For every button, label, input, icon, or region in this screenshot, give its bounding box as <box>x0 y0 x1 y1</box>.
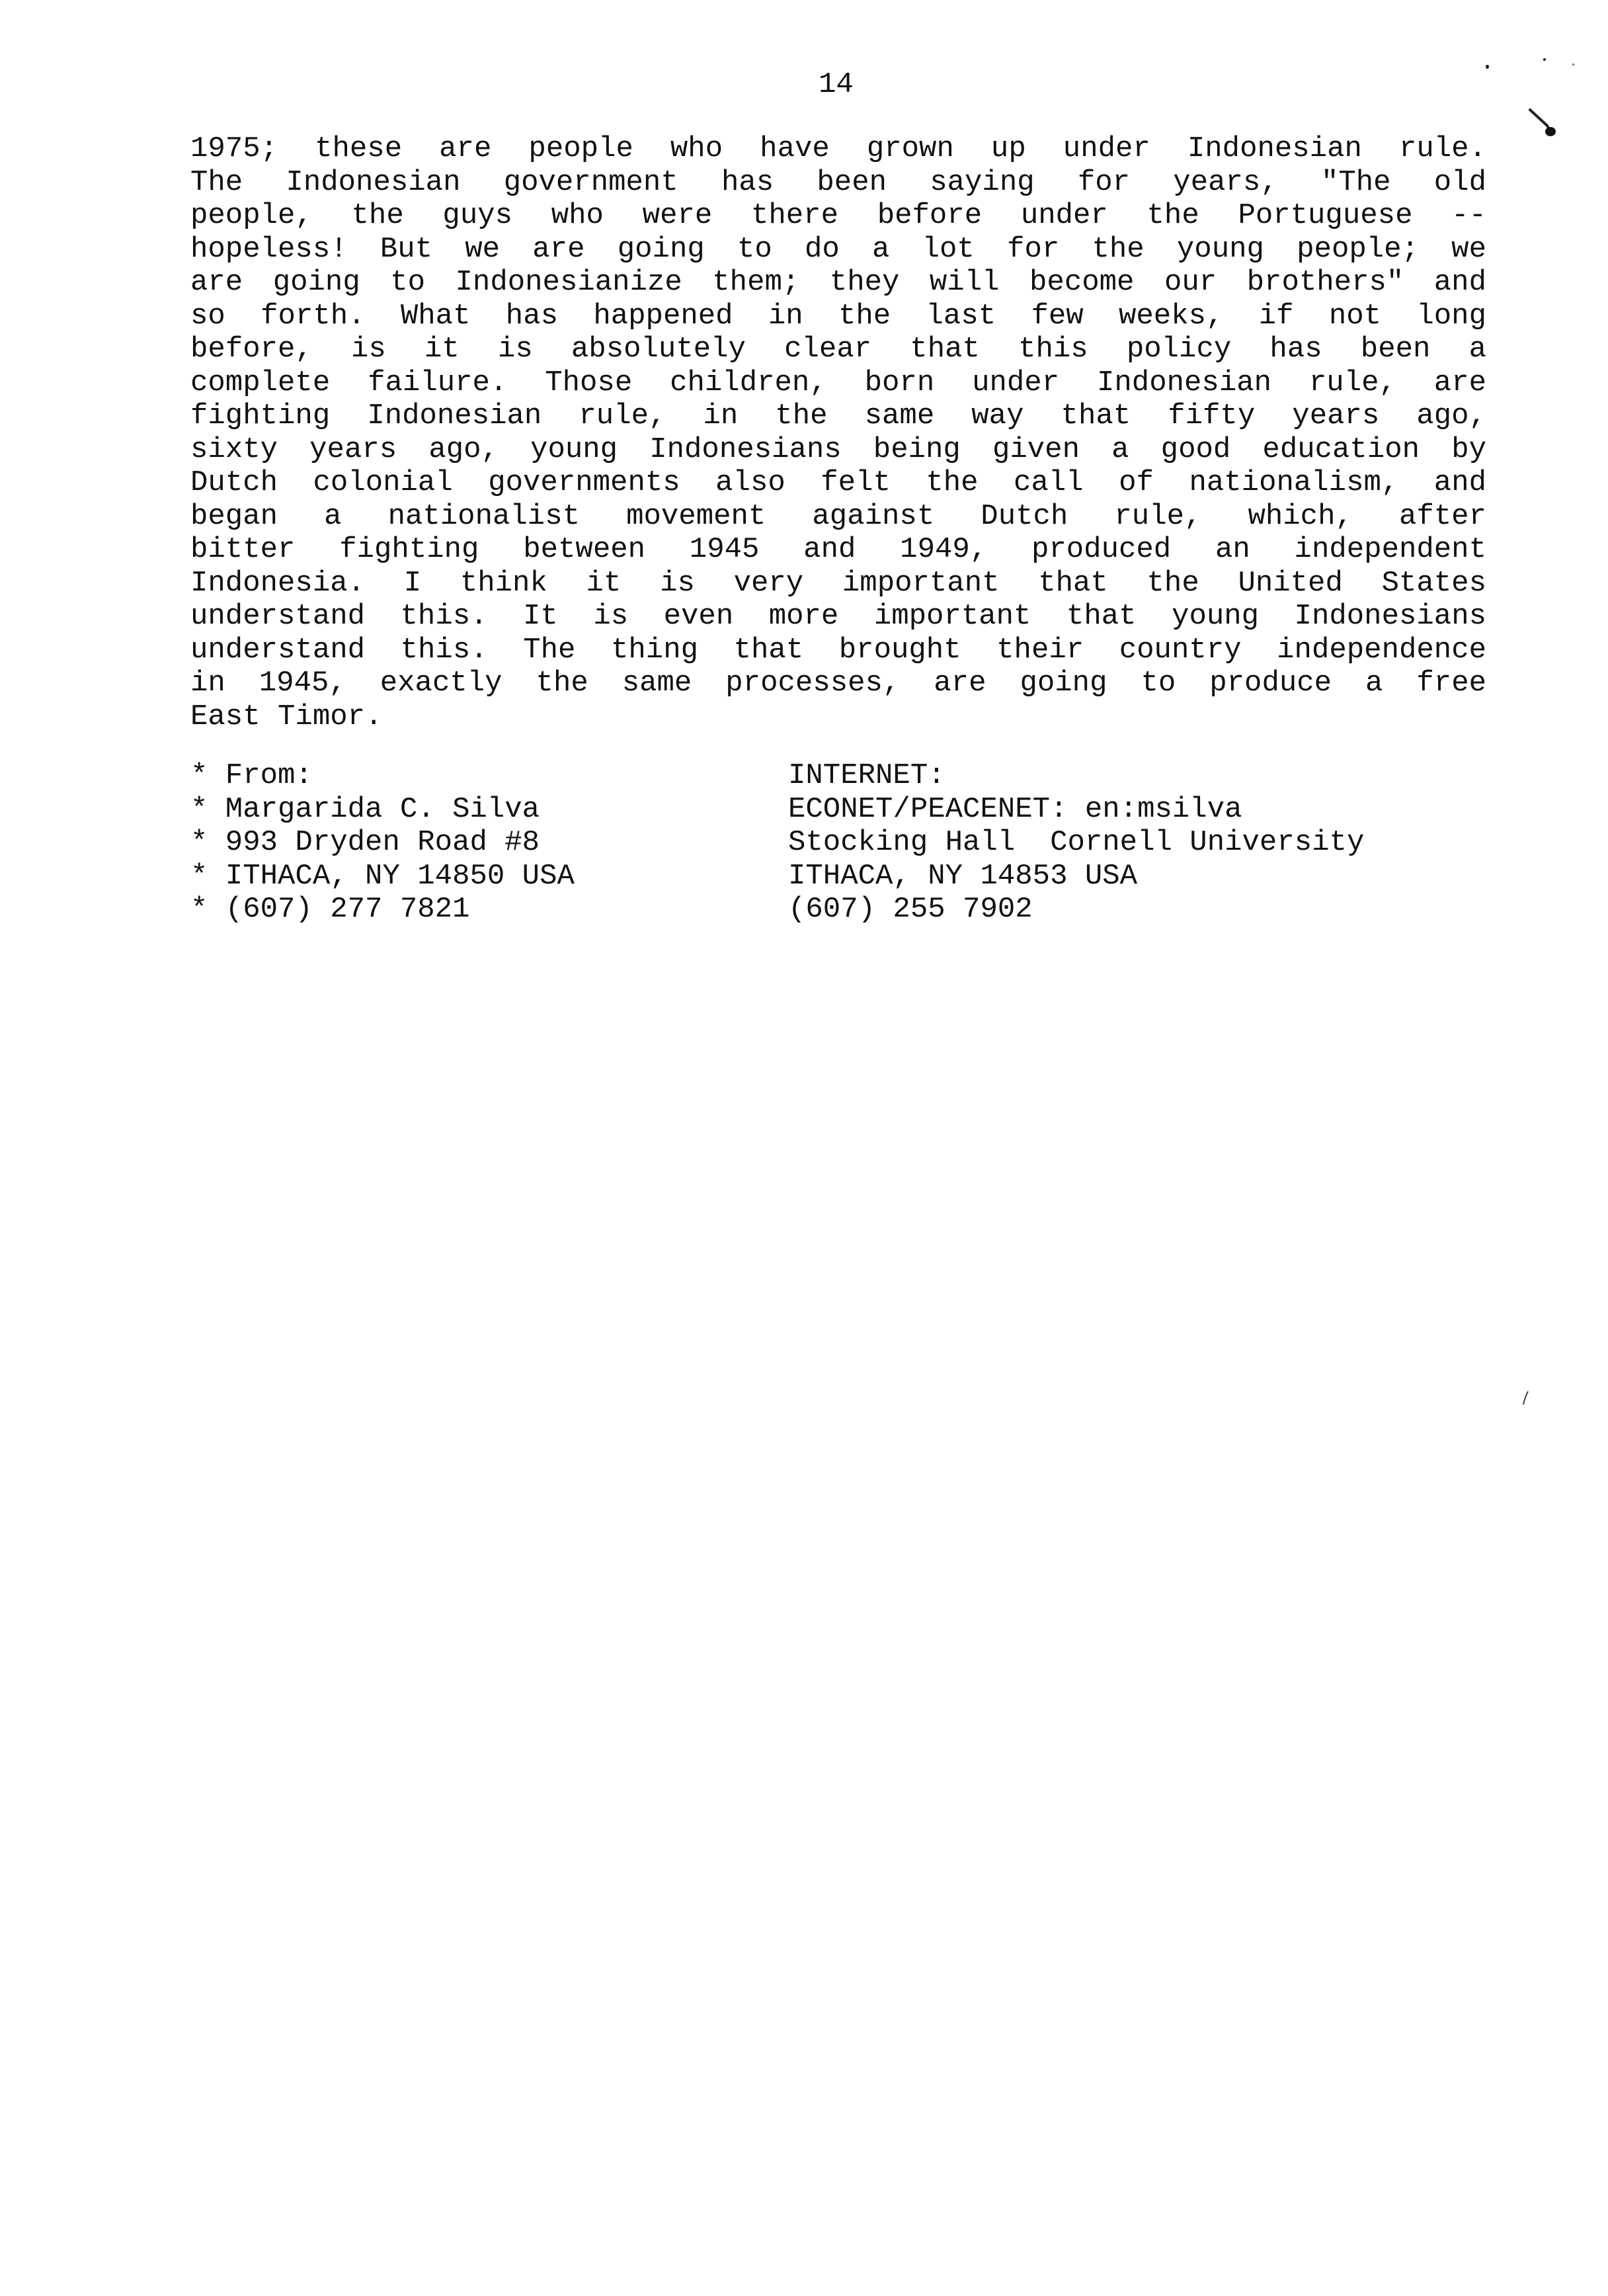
body-line: fighting Indonesian rule, in the same way that fifty years ago, <box>190 399 1486 432</box>
body-line: so forth. What has happened in the last few weeks, if not long <box>190 299 1486 333</box>
body-line: bitter fighting between 1945 and 1949, produced an independent <box>190 533 1486 566</box>
econet-address: ECONET/PEACENET: en:msilva <box>788 792 1242 826</box>
sender-name: * Margarida C. Silva <box>190 792 540 826</box>
body-line: are going to Indonesianize them; they will become our brothers" and <box>190 266 1486 299</box>
network-contact-block <box>788 759 1364 926</box>
body-line: The Indonesian government has been saying for years, "The old <box>190 165 1486 199</box>
body-line: 1975; these are people who have grown up under Indonesian rule. <box>190 132 1486 165</box>
sender-city-state: * ITHACA, NY 14850 USA <box>190 859 575 893</box>
scan-tick-mark <box>1519 1389 1533 1409</box>
body-line: Indonesia. I think it is very important that the United States <box>190 566 1486 600</box>
body-line: East Timor. <box>190 700 383 733</box>
scan-smudge-mark <box>1527 106 1567 145</box>
body-line: began a nationalist movement against Dutch rule, which, after <box>190 499 1486 533</box>
body-line: before, is it is absolutely clear that this policy has been a <box>190 333 1486 366</box>
office-phone: (607) 255 7902 <box>788 893 1033 926</box>
body-text <box>190 132 1486 733</box>
scan-speck <box>1572 63 1574 65</box>
scan-speck <box>1543 58 1546 61</box>
office-city-state: ITHACA, NY 14853 USA <box>788 859 1138 893</box>
scan-speck <box>1486 65 1489 69</box>
body-line: people, the guys who were there before under the Portuguese -- <box>190 199 1486 232</box>
body-line: in 1945, exactly the same processes, are going to produce a free <box>190 667 1486 700</box>
sender-phone: * (607) 277 7821 <box>190 893 470 926</box>
sender-street-address: * 993 Dryden Road #8 <box>190 826 540 859</box>
body-line: Dutch colonial governments also felt the call of nationalism, and <box>190 466 1486 499</box>
body-line: hopeless! But we are going to do a lot for the young people; we <box>190 232 1486 266</box>
office-address: Stocking Hall Cornell University <box>788 826 1365 859</box>
body-line: complete failure. Those children, born under Indonesian rule, are <box>190 366 1486 399</box>
body-line: sixty years ago, young Indonesians being given a good education by <box>190 432 1486 466</box>
page-number: 14 <box>819 68 854 101</box>
sender-contact-block <box>190 759 575 926</box>
body-line: understand this. The thing that brought their country independence <box>190 633 1486 667</box>
internet-label: INTERNET: <box>788 759 945 792</box>
body-line: understand this. It is even more important that young Indonesians <box>190 600 1486 633</box>
sender-from-label: * From: <box>190 759 313 792</box>
